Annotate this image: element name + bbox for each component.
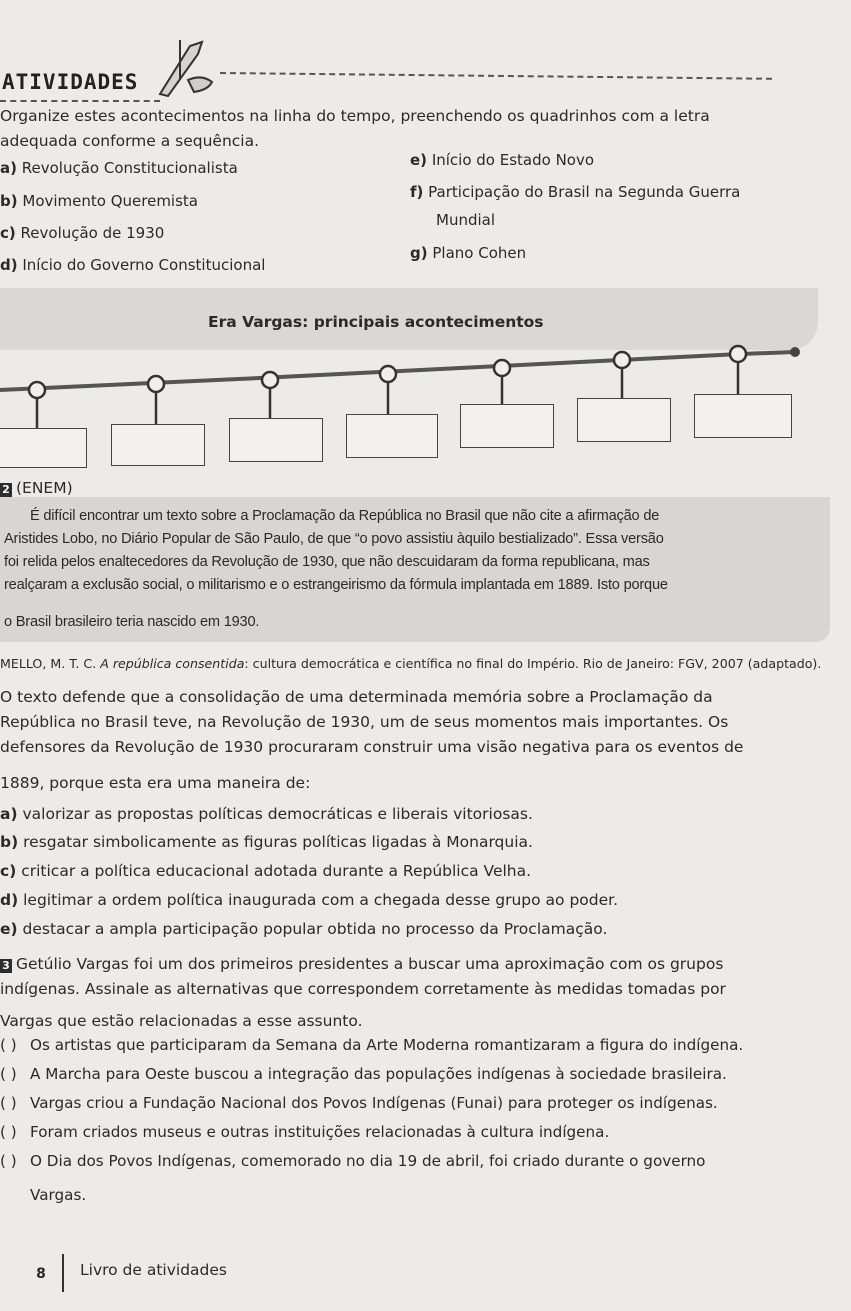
- quote-line: Aristides Lobo, no Diário Popular de São Paulo, de que “o povo assistiu àquilo bestializado”. Essa versão: [4, 531, 664, 547]
- pencil-hand-icon: [150, 36, 220, 98]
- checkbox-paren[interactable]: ( ): [0, 1094, 17, 1112]
- quote-line: realçaram a exclusão social, o militarismo e o estrangeirismo da fórmula implantada em 1889. Isto porque: [4, 577, 668, 593]
- citation: MELLO, M. T. C. A república consentida: cultura democrática e científica no final do Império. Rio de Janeiro: FGV, 2007 (adaptado).: [0, 656, 822, 671]
- answer-option-e[interactable]: e) destacar a ampla participação popular obtida no processo da Proclamação.: [0, 920, 608, 938]
- timeline-answer-box[interactable]: [346, 414, 438, 458]
- timeline-node: [380, 366, 396, 382]
- checkbox-paren[interactable]: ( ): [0, 1036, 17, 1054]
- statement-item[interactable]: ( ) Vargas criou a Fundação Nacional dos Povos Indígenas (Funai) para proteger os indígenas.: [0, 1094, 718, 1112]
- activity-number: 3: [0, 959, 12, 973]
- timeline-node: [494, 360, 510, 376]
- checkbox-paren[interactable]: ( ): [0, 1123, 17, 1141]
- question-text: O texto defende que a consolidação de uma determinada memória sobre a Proclamação da: [0, 688, 713, 706]
- section-heading: ATIVIDADES: [2, 70, 139, 94]
- event-option-f-continuation: Mundial: [436, 211, 496, 229]
- timeline-answer-box[interactable]: [111, 424, 205, 466]
- timeline-end: [790, 347, 800, 357]
- quote-line: o Brasil brasileiro teria nascido em 1930.: [4, 614, 260, 630]
- timeline-node: [614, 352, 630, 368]
- timeline-line: [0, 352, 795, 390]
- timeline-answer-box[interactable]: [460, 404, 554, 448]
- quote-line: foi relida pelos enaltecedores da Revolução de 1930, que não descuidaram da forma republicana, mas: [4, 554, 650, 570]
- event-option-c: c) Revolução de 1930: [0, 224, 165, 242]
- timeline-answer-box[interactable]: [229, 418, 323, 462]
- timeline-answer-box[interactable]: [694, 394, 792, 438]
- timeline-node: [730, 346, 746, 362]
- page-number: 8: [20, 1255, 62, 1293]
- checkbox-paren[interactable]: ( ): [0, 1065, 17, 1083]
- activity3-intro: Vargas que estão relacionadas a esse assunto.: [0, 1012, 363, 1030]
- event-option-g: g) Plano Cohen: [410, 244, 527, 262]
- footer-label: Livro de atividades: [80, 1261, 228, 1279]
- activity3-intro: 3 Getúlio Vargas foi um dos primeiros presidentes a buscar uma aproximação com os grupos: [0, 953, 723, 976]
- activity1-instruction: adequada conforme a sequência.: [0, 132, 260, 150]
- event-option-b: b) Movimento Queremista: [0, 192, 198, 210]
- activity3-intro: indígenas. Assinale as alternativas que correspondem corretamente às medidas tomadas por: [0, 980, 726, 998]
- checkbox-paren[interactable]: ( ): [0, 1152, 17, 1170]
- timeline-node: [262, 372, 278, 388]
- timeline-title: Era Vargas: principais acontecimentos: [208, 313, 544, 331]
- event-option-a: a) Revolução Constitucionalista: [0, 159, 238, 177]
- activity2-label: [0, 479, 73, 497]
- event-option-f: f) Participação do Brasil na Segunda Guerra: [410, 183, 741, 201]
- question-text: República no Brasil teve, na Revolução de 1930, um de seus momentos mais importantes. Os: [0, 713, 729, 731]
- heading-divider: [220, 72, 772, 80]
- answer-option-d[interactable]: d) legitimar a ordem política inaugurada com a chegada desse grupo ao poder.: [0, 891, 619, 909]
- quote-line: É difícil encontrar um texto sobre a Proclamação da República no Brasil que não cite a afirmação de: [30, 508, 660, 524]
- activity1-instruction: Organize estes acontecimentos na linha do tempo, preenchendo os quadrinhos com a letra: [0, 107, 710, 125]
- event-option-d: d) Início do Governo Constitucional: [0, 256, 266, 274]
- timeline-answer-box[interactable]: [0, 428, 87, 468]
- event-option-e: e) Início do Estado Novo: [410, 151, 595, 169]
- question-text: defensores da Revolução de 1930 procuraram construir uma visão negativa para os eventos de: [0, 738, 744, 756]
- timeline-answer-box[interactable]: [577, 398, 671, 442]
- answer-option-c[interactable]: c) criticar a política educacional adotada durante a República Velha.: [0, 862, 532, 880]
- answer-option-a[interactable]: a) valorizar as propostas políticas democráticas e liberais vitoriosas.: [0, 805, 533, 823]
- statement-item[interactable]: ( ) A Marcha para Oeste buscou a integração das populações indígenas à sociedade brasileira.: [0, 1065, 727, 1083]
- statement-continuation: Vargas.: [30, 1186, 87, 1204]
- statement-item[interactable]: ( ) Os artistas que participaram da Semana da Arte Moderna romantizaram a figura do indígena.: [0, 1036, 744, 1054]
- answer-option-b[interactable]: b) resgatar simbolicamente as figuras políticas ligadas à Monarquia.: [0, 833, 533, 851]
- activity-number: 2: [0, 483, 12, 497]
- timeline-node: [29, 382, 45, 398]
- timeline-node: [148, 376, 164, 392]
- statement-item[interactable]: ( ) Foram criados museus e outras instituições relacionadas à cultura indígena.: [0, 1123, 610, 1141]
- statement-item[interactable]: ( ) O Dia dos Povos Indígenas, comemorado no dia 19 de abril, foi criado durante o governo: [0, 1152, 706, 1170]
- enem-tag: (ENEM): [16, 479, 73, 497]
- footer-divider: [62, 1254, 64, 1292]
- heading-divider: [0, 100, 160, 102]
- question-text: 1889, porque esta era uma maneira de:: [0, 774, 311, 792]
